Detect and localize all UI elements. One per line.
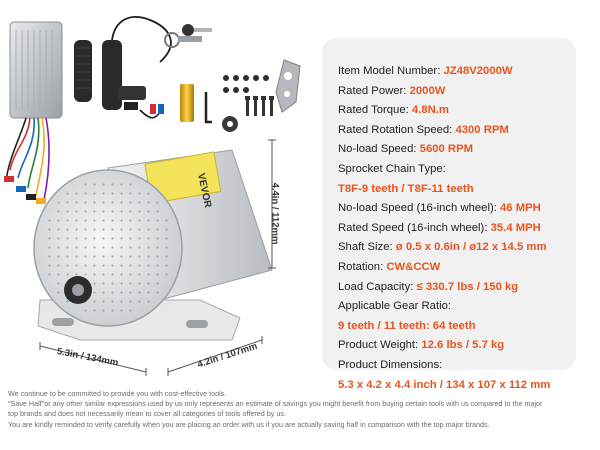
spec-label: Rated Power: bbox=[338, 84, 407, 97]
spec-gear-ratio bbox=[338, 297, 578, 317]
height-dimension-label: 4.4in / 112mm bbox=[269, 182, 281, 245]
spec-value: 46 MPH bbox=[500, 202, 541, 215]
spec-value: 35.4 MPH bbox=[490, 221, 541, 234]
disclaimer bbox=[8, 389, 598, 430]
spec-power bbox=[338, 82, 578, 102]
spec-noload-wheel bbox=[338, 199, 578, 219]
spec-value: T8F-9 teeth / T8F-11 teeth bbox=[338, 182, 474, 195]
spec-label: Sprocket Chain Type: bbox=[338, 162, 446, 175]
spec-label: Shaft Size: bbox=[338, 241, 393, 254]
spec-label: Product Dimensions: bbox=[338, 358, 443, 371]
brand-label: VEVOR bbox=[195, 172, 214, 209]
spec-label: Rated Speed (16-inch wheel): bbox=[338, 221, 488, 234]
spec-model bbox=[338, 62, 578, 82]
spec-weight bbox=[338, 336, 578, 356]
controller bbox=[4, 22, 62, 204]
spec-label: No-load Speed: bbox=[338, 143, 417, 156]
disclaimer-line: top brands and does not necessarily mean to cover all categories of tools offered by us. bbox=[8, 409, 286, 419]
spec-label: Load Capacity: bbox=[338, 280, 414, 293]
disclaimer-line: We continue to be committed to provide you with cost-effective tools. bbox=[8, 389, 227, 398]
hardware-parts bbox=[180, 60, 300, 132]
spec-value: 4.8N.m bbox=[411, 104, 449, 117]
spec-value: CW&CCW bbox=[386, 260, 441, 273]
product-image bbox=[0, 0, 320, 385]
motor bbox=[34, 150, 272, 340]
ignition-keys bbox=[165, 24, 212, 47]
spec-shaft-size bbox=[338, 238, 578, 258]
spec-gear-ratio-value bbox=[338, 317, 578, 337]
spec-label: Rated Torque: bbox=[338, 104, 409, 117]
spec-value: 12.6 lbs / 5.7 kg bbox=[421, 339, 505, 352]
spec-value: 5600 RPM bbox=[419, 143, 474, 156]
spec-label: Rotation: bbox=[338, 260, 384, 273]
disclaimer-line: You are kindly reminded to verify carefully when you are placing an order with us if you are actually saving half in comparison with the top major brands. bbox=[8, 419, 490, 429]
spec-label: Rated Rotation Speed: bbox=[338, 123, 453, 136]
spec-value: ≤ 330.7 lbs / 150 kg bbox=[416, 280, 519, 293]
spec-dimensions bbox=[338, 356, 578, 376]
spec-noload-speed bbox=[338, 140, 578, 160]
spec-rated-wheel bbox=[338, 219, 578, 239]
throttle-grips bbox=[74, 17, 171, 118]
spec-value: JZ48V2000W bbox=[443, 65, 513, 77]
disclaimer-line: "Save Half"or any other similar expressions used by us only represents an estimate of savings you might benefit from buying certain tools with us compared to the major bbox=[8, 399, 543, 409]
width-dimension-label: 4.2in / 107mm bbox=[196, 340, 259, 371]
spec-load-capacity bbox=[338, 278, 578, 298]
spec-label: Item Model Number: bbox=[338, 65, 441, 77]
spec-label: No-load Speed (16-inch wheel): bbox=[338, 202, 497, 215]
spec-value: 4300 RPM bbox=[455, 123, 509, 136]
spec-rotation-speed bbox=[338, 121, 578, 141]
spec-list bbox=[338, 62, 578, 395]
spec-value: 5.3 x 4.2 x 4.4 inch / 134 x 107 x 112 mm bbox=[338, 378, 551, 391]
spec-rotation bbox=[338, 258, 578, 278]
spec-value: 2000W bbox=[409, 84, 446, 97]
spec-value: ø 0.5 x 0.6in / ø12 x 14.5 mm bbox=[395, 241, 547, 254]
spec-sprocket-value bbox=[338, 180, 578, 200]
spec-value: 9 teeth / 11 teeth: 64 teeth bbox=[338, 319, 476, 332]
length-dimension-label: 5.3in / 134mm bbox=[55, 346, 120, 369]
spec-torque bbox=[338, 101, 578, 121]
spec-sprocket-type bbox=[338, 160, 578, 180]
spec-label: Product Weight: bbox=[338, 339, 419, 352]
spec-label: Applicable Gear Ratio: bbox=[338, 300, 452, 313]
